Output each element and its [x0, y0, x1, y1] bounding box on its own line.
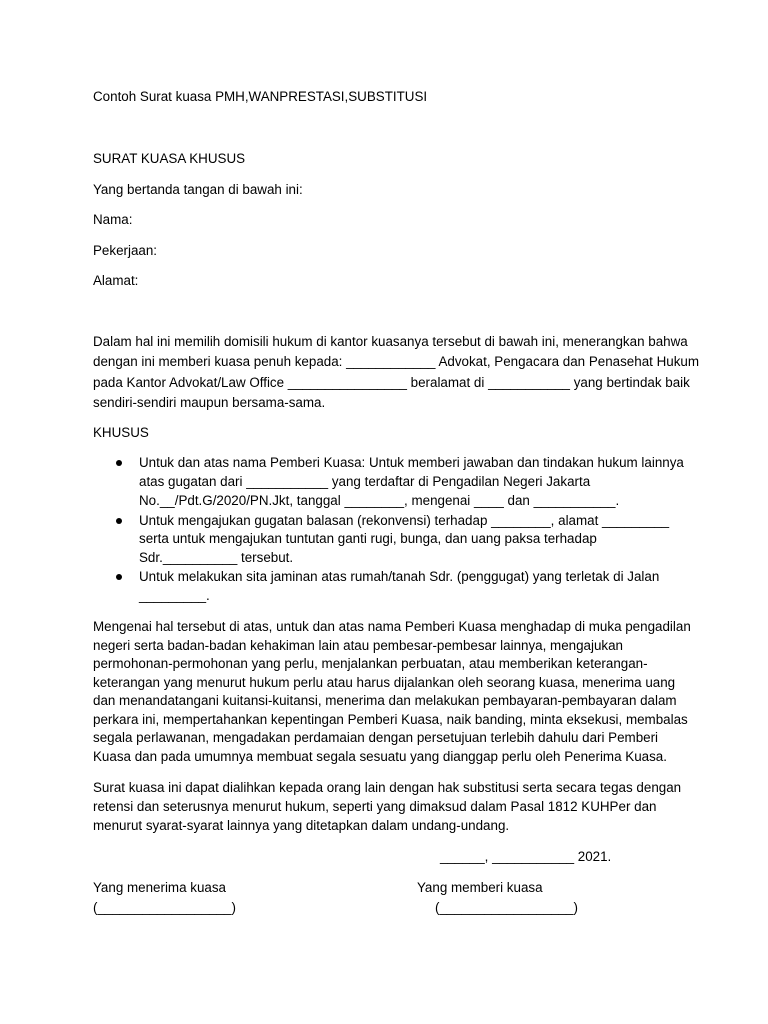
bullet1-line: atas gugatan dari ___________ yang terdaftar di Pengadilan Negeri Jakarta: [139, 474, 591, 489]
bullet1-line: No.__/Pdt.G/2020/PN.Jkt, tanggal ________, mengenai ____ dan ___________.: [139, 493, 620, 508]
receiver-signature-line: (__________________): [93, 900, 236, 915]
paragraph3-line: menurut syarat-syarat lainnya yang ditetapkan dalam undang-undang.: [93, 818, 510, 833]
bullet-icon: [116, 574, 122, 580]
intro-text: Yang bertanda tangan di bawah ini:: [93, 182, 303, 197]
document-title: Contoh Surat kuasa PMH,WANPRESTASI,SUBSTITUSI: [93, 89, 428, 104]
bullet-icon: [116, 460, 122, 466]
bullet2-line: Untuk mengajukan gugatan balasan (rekonvensi) terhadap ________, alamat _________: [139, 513, 670, 528]
khusus-label: KHUSUS: [93, 425, 149, 440]
field-nama: Nama:: [93, 212, 133, 227]
receiver-label: Yang menerima kuasa: [93, 880, 226, 895]
bullet3-line: Untuk melakukan sita jaminan atas rumah/tanah Sdr. (penggugat) yang terletak di Jalan: [139, 569, 660, 584]
date-line: ______, ___________ 2021.: [440, 849, 612, 864]
paragraph1-line: pada Kantor Advokat/Law Office ________________ beralamat di ___________ yang bertindak baik: [93, 375, 690, 390]
paragraph2-line: dan menandatangani kuitansi-kuitansi, menerima dan melakukan pembayaran-pembayaran dalam: [93, 693, 677, 708]
paragraph3-line: Surat kuasa ini dapat dialihkan kepada orang lain dengan hak substitusi serta secara tegas dengan: [93, 780, 682, 795]
bullet-icon: [116, 518, 122, 524]
paragraph2-line: segala perlawanan, mengadakan perdamaian dengan persetujuan terlebih dahulu dari Pemberi: [93, 730, 659, 745]
bullet2-line: Sdr.__________ tersebut.: [139, 550, 294, 565]
bullet1-line: Untuk dan atas nama Pemberi Kuasa: Untuk memberi jawaban dan tindakan hukum lainnya: [139, 455, 684, 470]
paragraph2-line: negeri serta badan-badan kehakiman lain atau pembesar-pembesar lainnya, mengajukan: [93, 638, 624, 653]
paragraph2-line: keterangan yang menurut hukum perlu atau harus dijalankan oleh seorang kuasa, menerima uang: [93, 675, 676, 690]
paragraph1-line: dengan ini memberi kuasa penuh kepada: ____________ Advokat, Pengacara dan Penasehat Hukum: [93, 354, 699, 369]
paragraph2-line: permohonan-permohonan yang perlu, menjalankan perbuatan, atau memberikan keterangan-: [93, 656, 648, 671]
paragraph2-line: Kuasa dan pada umumnya membuat segala sesuatu yang dianggap perlu oleh Penerima Kuasa.: [93, 749, 667, 764]
bullet3-line: _________.: [139, 588, 210, 603]
paragraph1-line: sendiri-sendiri maupun bersama-sama.: [93, 395, 326, 410]
letter-heading: SURAT KUASA KHUSUS: [93, 151, 246, 166]
giver-label: Yang memberi kuasa: [417, 880, 543, 895]
field-pekerjaan: Pekerjaan:: [93, 243, 158, 258]
field-alamat: Alamat:: [93, 273, 139, 288]
paragraph2-line: Mengenai hal tersebut di atas, untuk dan atas nama Pemberi Kuasa menghadap di muka pengadilan: [93, 619, 691, 634]
paragraph1-line: Dalam hal ini memilih domisili hukum di kantor kuasanya tersebut di bawah ini, menerangkan bahwa: [93, 334, 688, 349]
bullet2-line: serta untuk mengajukan tuntutan ganti rugi, bunga, dan uang paksa terhadap: [139, 531, 597, 546]
giver-signature-line: (__________________): [435, 900, 578, 915]
paragraph3-line: retensi dan seterusnya menurut hukum, seperti yang dimaksud dalam Pasal 1812 KUHPer dan: [93, 799, 657, 814]
paragraph2-line: perkara ini, mempertahankan kepentingan Pemberi Kuasa, naik banding, minta eksekusi, membalas: [93, 712, 688, 727]
